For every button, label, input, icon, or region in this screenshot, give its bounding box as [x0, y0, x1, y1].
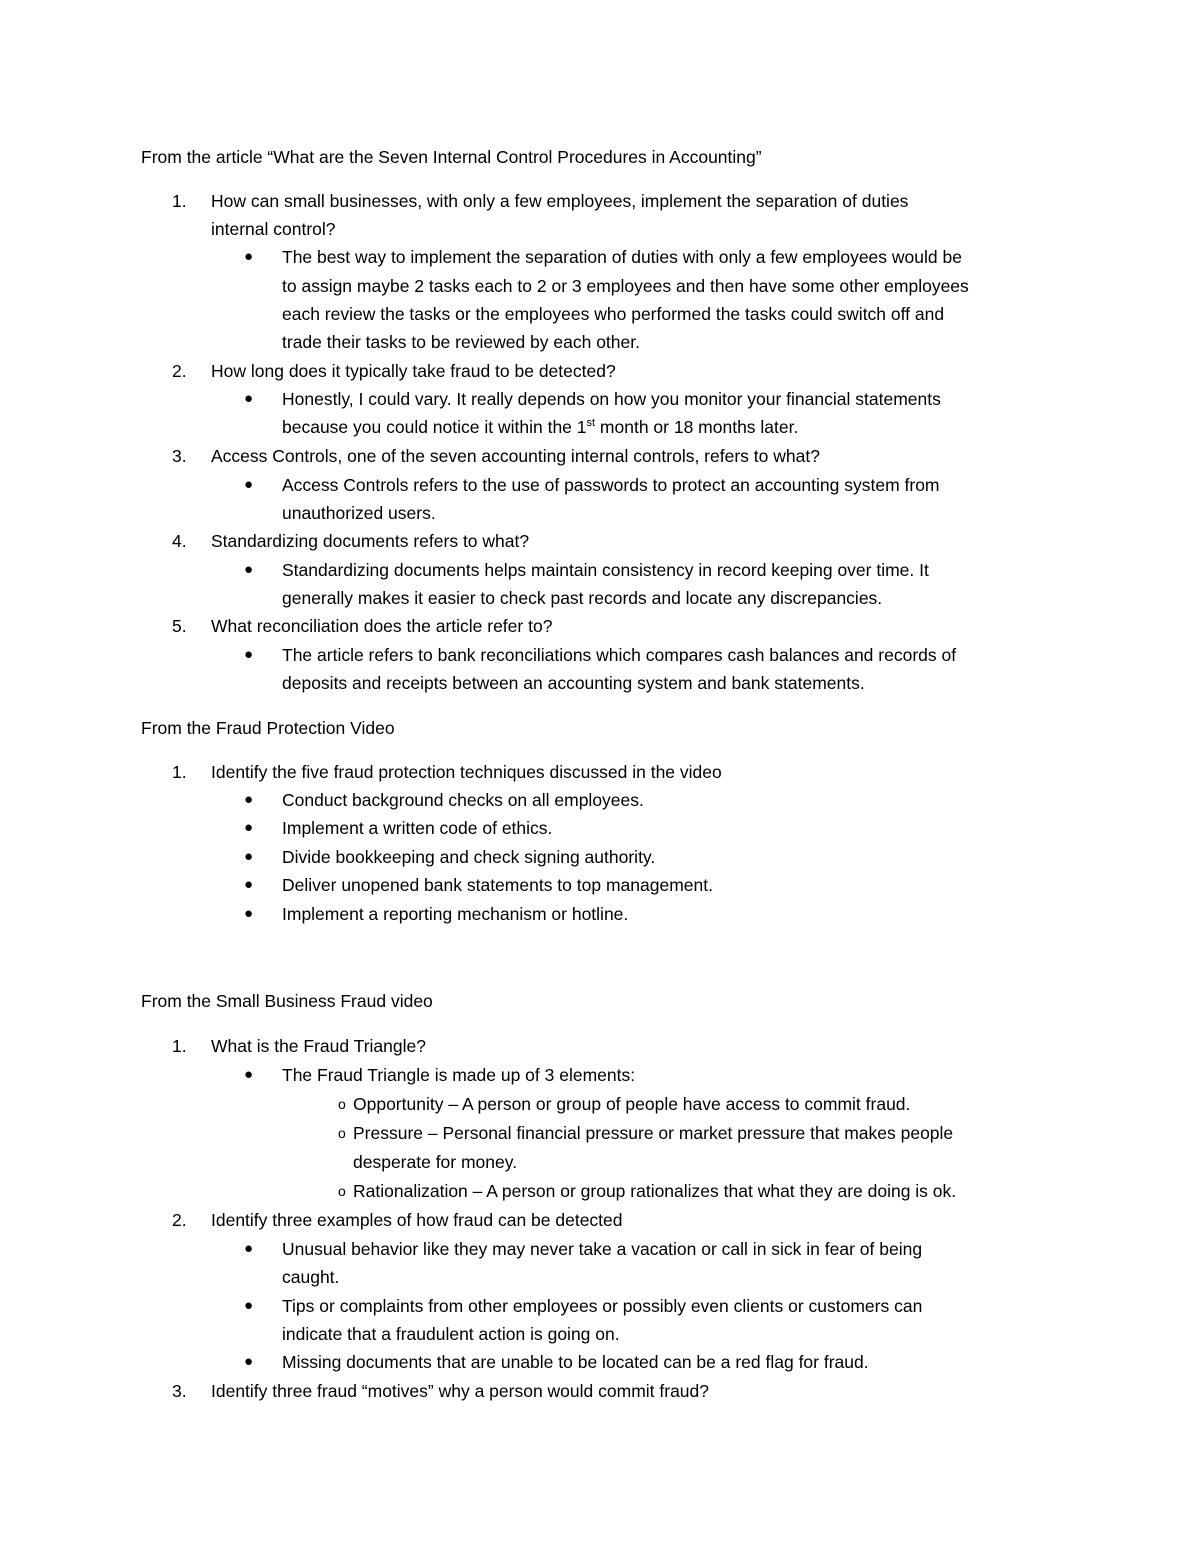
answer-text: The article refers to bank reconciliations which compares cash balances and records of [282, 645, 957, 665]
question-text: Identify the five fraud protection techniques discussed in the video [211, 762, 722, 782]
list-item: Implement a written code of ethics. [282, 818, 553, 838]
list-item: Implement a reporting mechanism or hotline. [282, 904, 629, 924]
list-number: 4. [172, 531, 187, 551]
answer-text: each review the tasks or the employees who performed the tasks could switch off and [282, 304, 945, 324]
bullet-icon: ● [244, 1353, 254, 1370]
sub-item: Opportunity – A person or group of people have access to commit fraud. [353, 1094, 911, 1114]
answer-text: trade their tasks to be reviewed by each other. [282, 332, 640, 352]
bullet-icon: ● [244, 1240, 254, 1257]
answer-text: Tips or complaints from other employees or possibly even clients or customers can [282, 1296, 923, 1316]
list-number: 1. [172, 191, 187, 211]
answer-text [282, 417, 798, 437]
list-item: Conduct background checks on all employees. [282, 790, 644, 810]
question-text: Identify three fraud “motives” why a person would commit fraud? [211, 1381, 709, 1401]
list-number: 1. [172, 1036, 187, 1056]
circle-bullet-icon: o [338, 1125, 346, 1141]
answer-text: caught. [282, 1267, 340, 1287]
bullet-icon: ● [244, 1066, 254, 1083]
list-number: 3. [172, 1381, 187, 1401]
answer-text: Honestly, I could vary. It really depends on how you monitor your financial statements [282, 389, 941, 409]
question-text: Identify three examples of how fraud can be detected [211, 1210, 623, 1230]
question-text: What is the Fraud Triangle? [211, 1036, 426, 1056]
bullet-icon: ● [244, 905, 254, 922]
list-number: 1. [172, 762, 187, 782]
question-text: Access Controls, one of the seven accounting internal controls, refers to what? [211, 446, 820, 466]
answer-text: unauthorized users. [282, 503, 436, 523]
answer-text: Standardizing documents helps maintain consistency in record keeping over time. It [282, 560, 929, 580]
bullet-icon: ● [244, 848, 254, 865]
sub-item: Rationalization – A person or group rationalizes that what they are doing is ok. [353, 1181, 957, 1201]
answer-text: The Fraud Triangle is made up of 3 elements: [282, 1065, 636, 1085]
bullet-icon: ● [244, 476, 254, 493]
question-text: Standardizing documents refers to what? [211, 531, 530, 551]
answer-text: Unusual behavior like they may never take a vacation or call in sick in fear of being [282, 1239, 923, 1259]
answer-text: generally makes it easier to check past records and locate any discrepancies. [282, 588, 883, 608]
bullet-icon: ● [244, 561, 254, 578]
question-text: internal control? [211, 219, 336, 239]
answer-text-part: month or 18 months later. [595, 417, 799, 437]
bullet-icon: ● [244, 248, 254, 265]
bullet-icon: ● [244, 646, 254, 663]
bullet-icon: ● [244, 1297, 254, 1314]
answer-text: Access Controls refers to the use of passwords to protect an accounting system from [282, 475, 940, 495]
bullet-icon: ● [244, 390, 254, 407]
question-text: How long does it typically take fraud to be detected? [211, 361, 616, 381]
answer-text: The best way to implement the separation of duties with only a few employees would be [282, 247, 962, 267]
bullet-icon: ● [244, 791, 254, 808]
answer-text: Missing documents that are unable to be located can be a red flag for fraud. [282, 1352, 869, 1372]
list-number: 5. [172, 616, 187, 636]
bullet-icon: ● [244, 876, 254, 893]
bullet-icon: ● [244, 819, 254, 836]
list-number: 3. [172, 446, 187, 466]
list-number: 2. [172, 1210, 187, 1230]
answer-text: to assign maybe 2 tasks each to 2 or 3 employees and then have some other employees [282, 276, 969, 296]
answer-text-part: because you could notice it within the 1 [282, 417, 587, 437]
sub-item: desperate for money. [353, 1152, 518, 1172]
question-text: How can small businesses, with only a few employees, implement the separation of duties [211, 191, 909, 211]
answer-text: deposits and receipts between an accounting system and bank statements. [282, 673, 865, 693]
section-heading-fraud-protection: From the Fraud Protection Video [141, 718, 395, 738]
superscript: st [586, 417, 596, 430]
list-item: Deliver unopened bank statements to top management. [282, 875, 713, 895]
answer-text: indicate that a fraudulent action is going on. [282, 1324, 620, 1344]
list-item: Divide bookkeeping and check signing authority. [282, 847, 656, 867]
sub-item: Pressure – Personal financial pressure or market pressure that makes people [353, 1123, 954, 1143]
circle-bullet-icon: o [338, 1183, 346, 1199]
section-heading-article: From the article “What are the Seven Internal Control Procedures in Accounting” [141, 147, 762, 167]
section-heading-small-business: From the Small Business Fraud video [141, 991, 433, 1011]
question-text: What reconciliation does the article refer to? [211, 616, 553, 636]
circle-bullet-icon: o [338, 1096, 346, 1112]
list-number: 2. [172, 361, 187, 381]
